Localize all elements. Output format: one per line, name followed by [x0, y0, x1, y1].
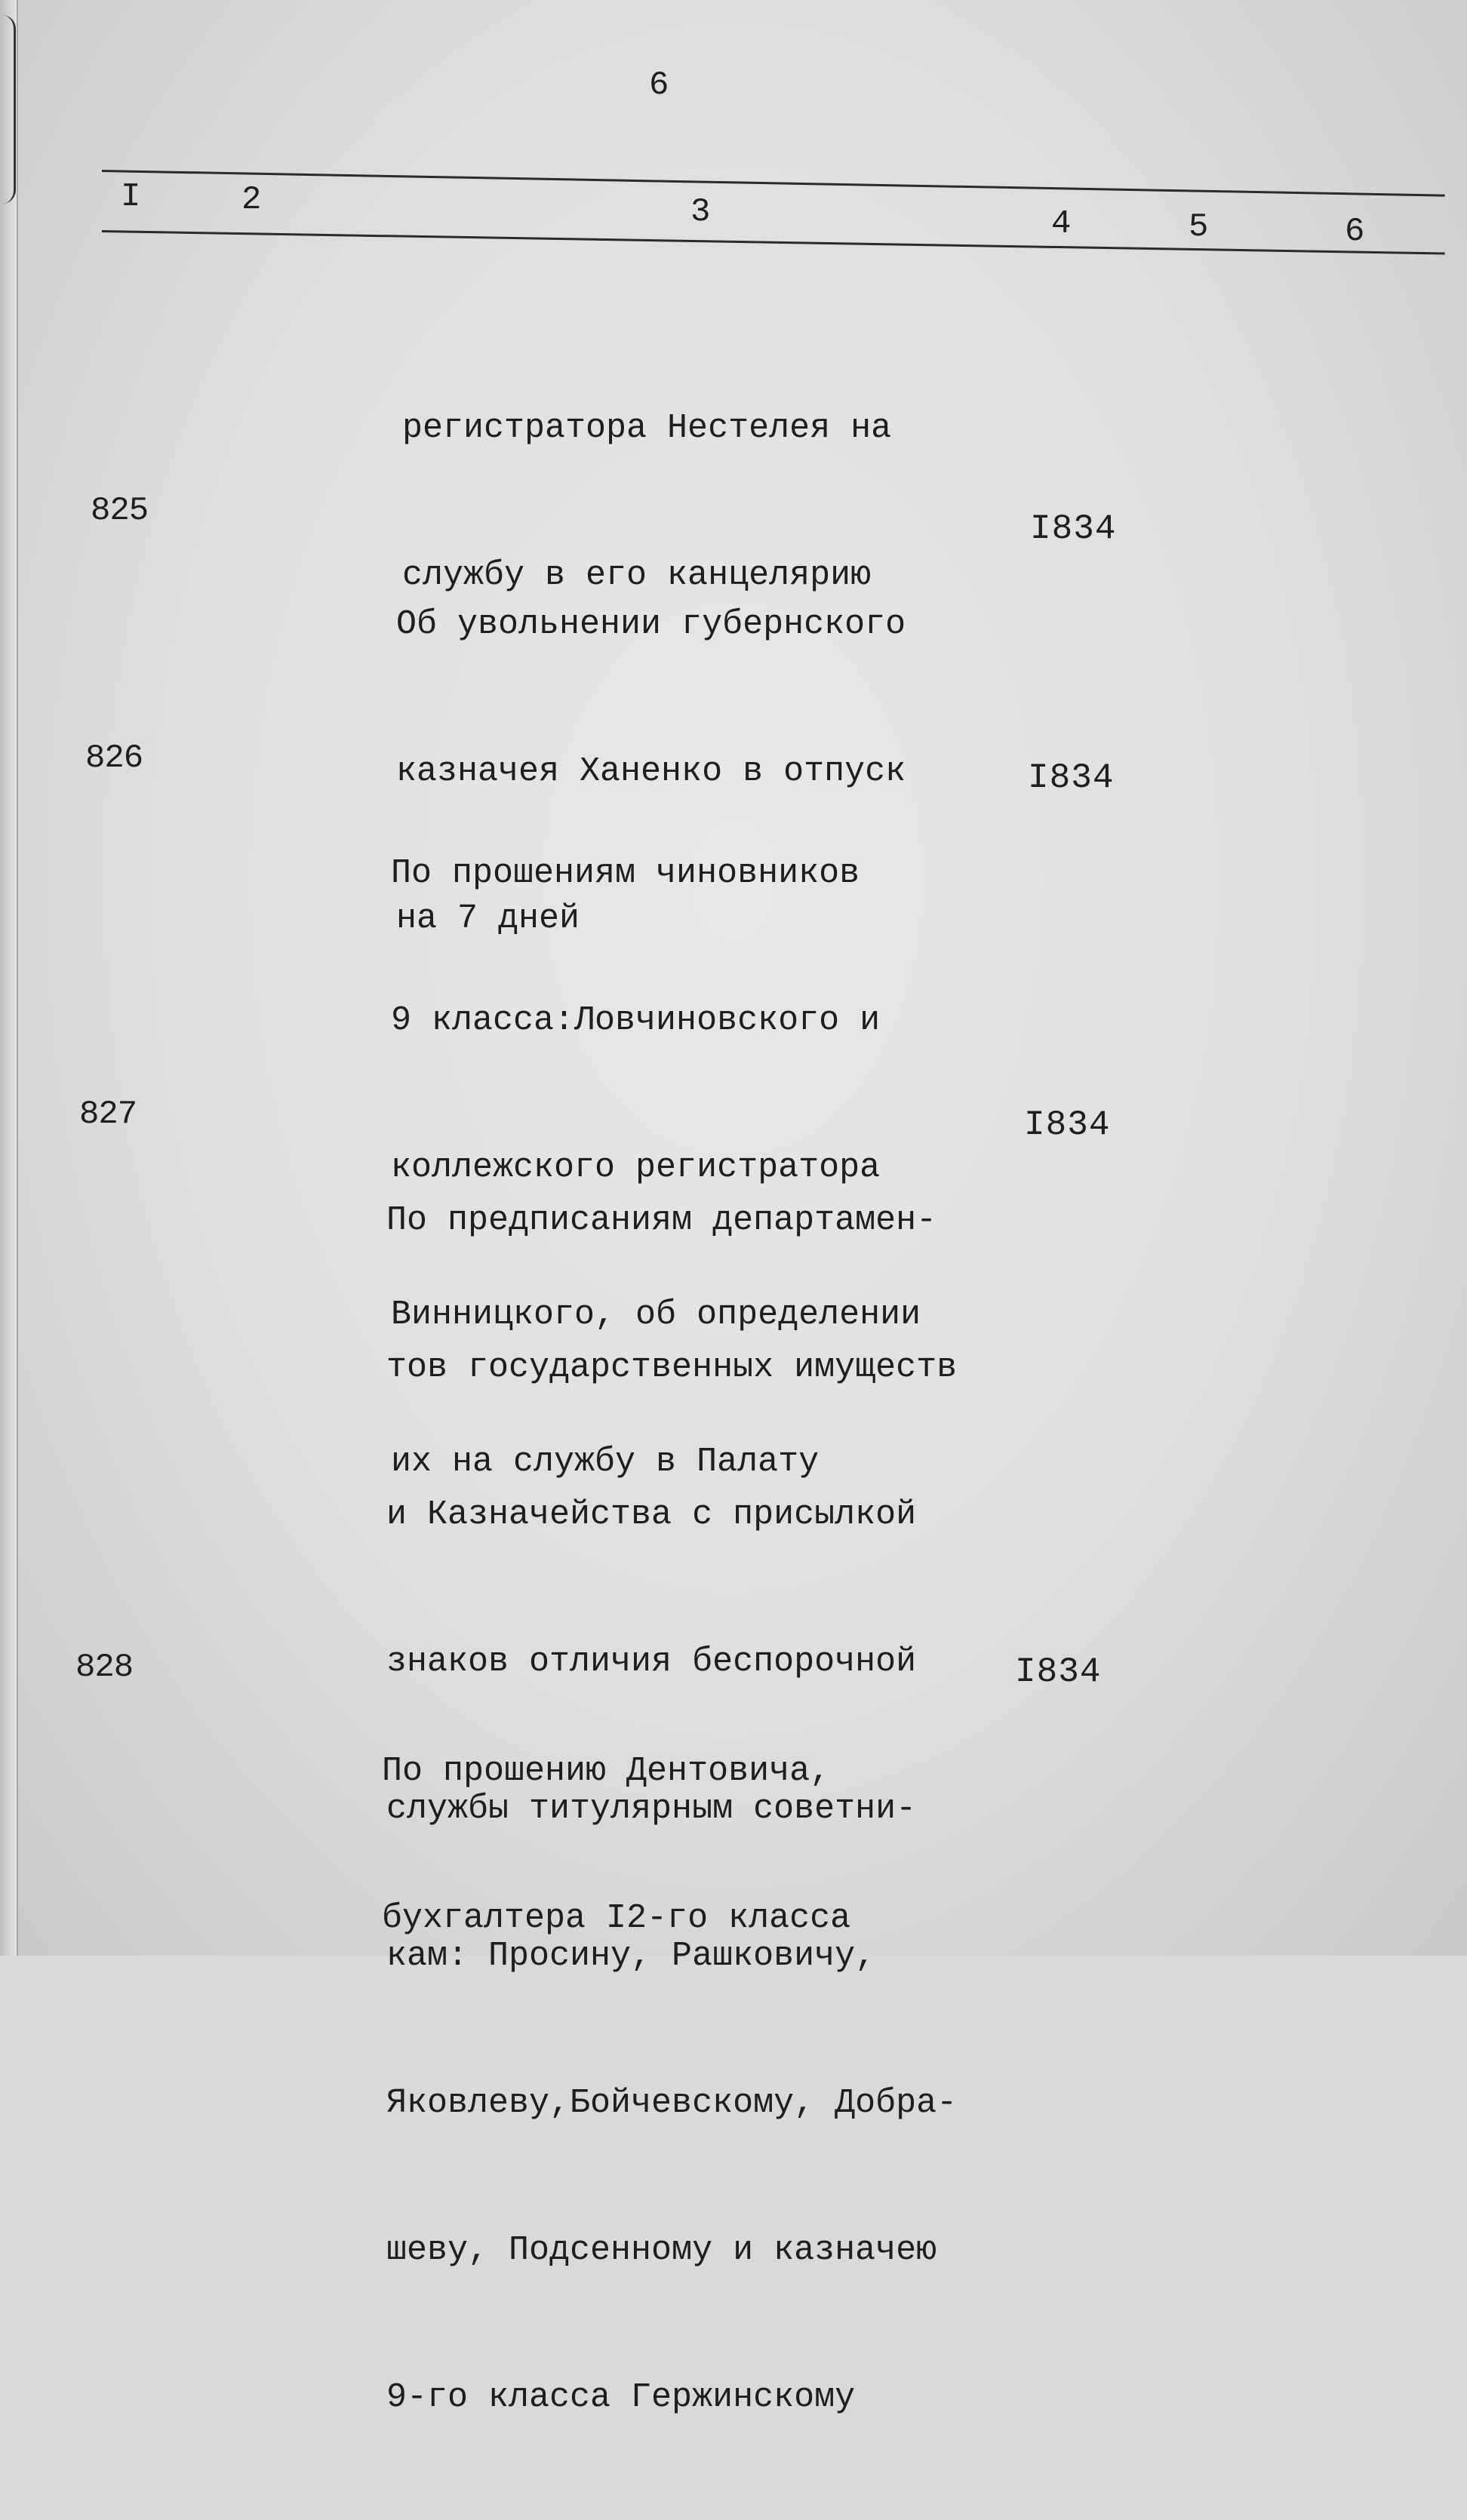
entry-year: I834 — [1028, 758, 1115, 797]
column-header-4: 4 — [1051, 205, 1072, 243]
text-line: 9 класса:Ловчиновского и — [391, 1001, 881, 1040]
table-header-top-rule — [102, 170, 1445, 197]
text-line: их на службу в Палату — [391, 1443, 820, 1481]
column-header-3: 3 — [690, 193, 711, 231]
entry-number: 827 — [79, 1096, 137, 1133]
column-header-5: 5 — [1189, 208, 1209, 246]
entry-year: I834 — [1030, 509, 1117, 549]
text-line: По предписаниям департамен- — [386, 1201, 937, 1240]
text-line: службы титулярным советни- — [386, 1790, 917, 1828]
entry-number: 825 — [91, 492, 149, 530]
text-line: регистратора Нестелея на — [402, 409, 892, 447]
text-line: Яковлеву,Бойчевскому, Добра- — [386, 2084, 958, 2122]
text-line: и Казначейства с присылкой — [386, 1495, 917, 1534]
entry-year: I834 — [1024, 1105, 1111, 1145]
text-line: 9-го класса Гержинскому — [386, 2378, 856, 2417]
binding-edge — [0, 0, 18, 1956]
page-number: 6 — [649, 66, 669, 104]
text-line: тов государственных имуществ — [386, 1348, 958, 1387]
column-header-1: I — [121, 178, 141, 216]
text-line: на 7 дней — [396, 899, 580, 938]
text-line: По прошениям чиновников — [391, 854, 860, 893]
text-line: знаков отличия беспорочной — [386, 1643, 917, 1681]
table-header-bottom-rule — [102, 230, 1445, 255]
column-header-6: 6 — [1345, 213, 1365, 250]
entry-number: 828 — [75, 1649, 134, 1686]
binding-curl — [0, 15, 16, 204]
text-line: Об увольнении губернского — [396, 605, 906, 644]
text-line: шеву, Подсенному и казначею — [386, 2231, 937, 2270]
column-header-2: 2 — [241, 181, 262, 219]
entry-year: I834 — [1015, 1652, 1102, 1692]
entry-number: 826 — [85, 739, 143, 777]
text-line: коллежского регистратора — [391, 1148, 881, 1187]
text-line: бухгалтера I2-го класса — [382, 1899, 851, 1938]
text-line: казначея Ханенко в отпуск — [396, 752, 906, 791]
text-line: По прошению Дентовича, — [382, 1752, 831, 1790]
entry-description — [382, 1649, 850, 2041]
text-line: кам: Просину, Рашковичу, — [386, 1937, 876, 1975]
text-line: Винницкого, об определении — [391, 1295, 921, 1334]
text-line: службу в его канцелярию — [402, 556, 872, 595]
